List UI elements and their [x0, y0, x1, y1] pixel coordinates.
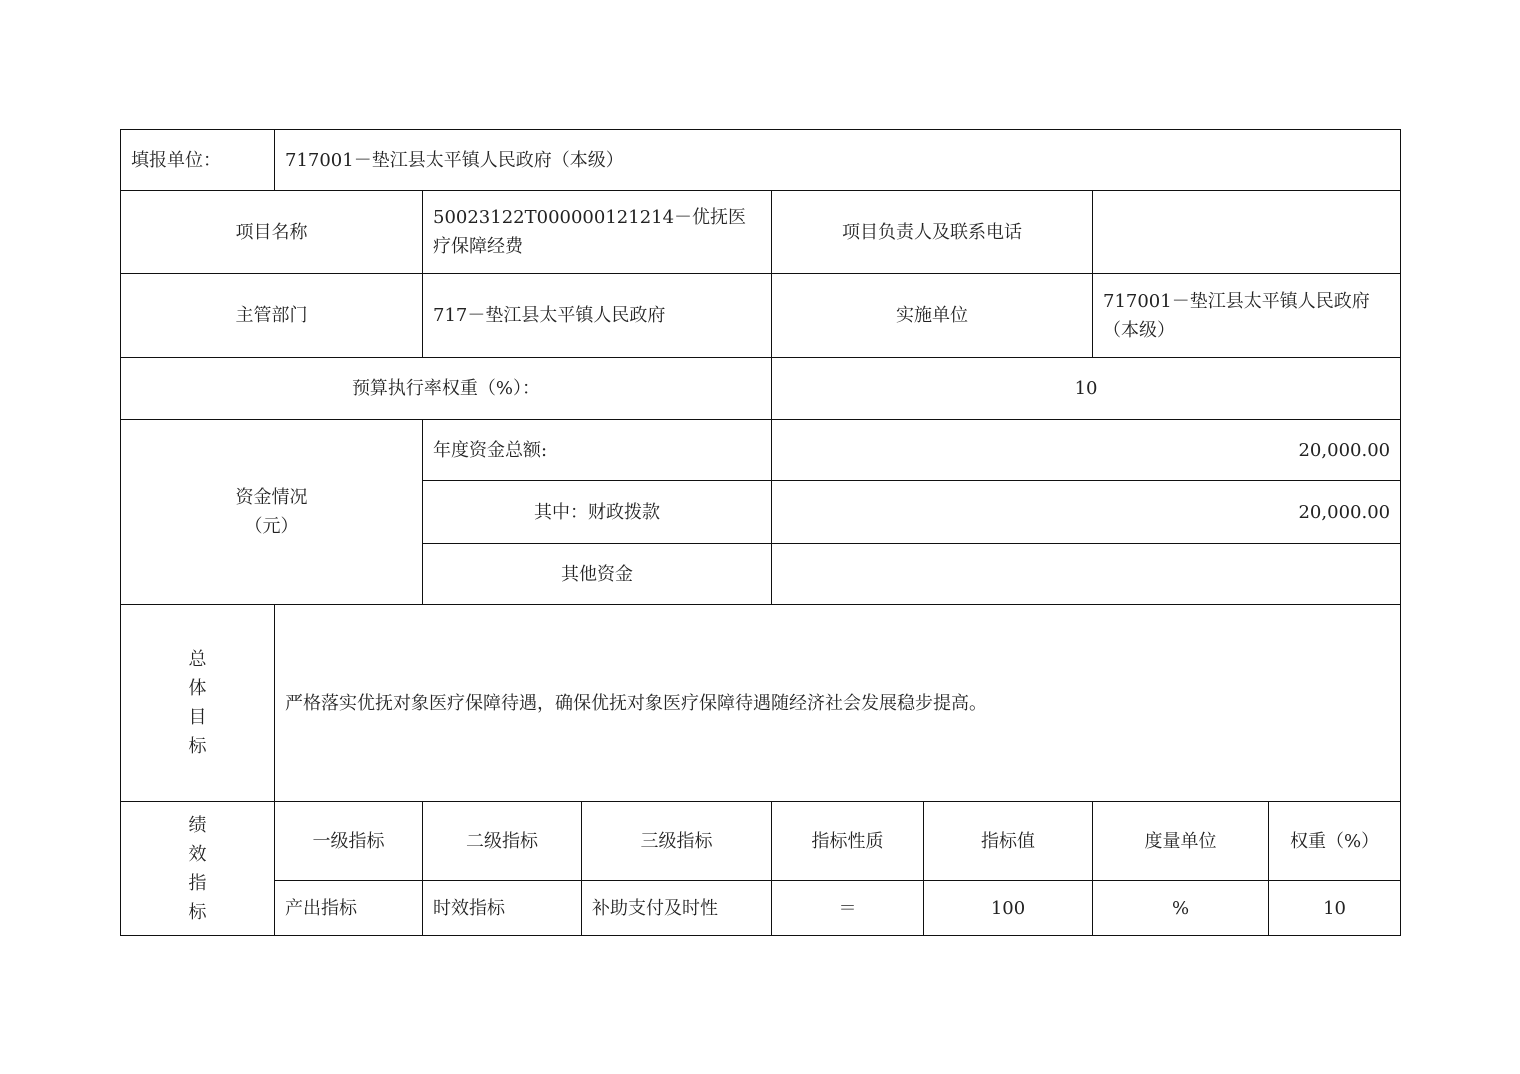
goal-label-char: 标 [188, 736, 207, 757]
cell-level2: 时效指标 [423, 881, 582, 936]
cell-weight: 10 [1269, 881, 1401, 936]
dept-label: 主管部门 [121, 274, 423, 358]
contact-value [1093, 191, 1401, 274]
indicator-header-row [121, 802, 1401, 881]
cell-level3: 补助支付及时性 [582, 881, 772, 936]
goal-label-char: 体 [188, 678, 207, 699]
funds-other-value [772, 544, 1401, 605]
funds-fiscal-label: 其中：财政拨款 [423, 481, 772, 544]
contact-label: 项目负责人及联系电话 [772, 191, 1093, 274]
goal-label-char: 总 [188, 649, 207, 670]
header-nature: 指标性质 [772, 802, 924, 881]
indicators-label [121, 802, 275, 936]
cell-nature: ＝ [772, 881, 924, 936]
funds-total-row [121, 420, 1401, 481]
cell-unit: % [1093, 881, 1269, 936]
budget-weight-value: 10 [772, 358, 1401, 420]
project-name-label: 项目名称 [121, 191, 423, 274]
indicators-label-char: 标 [188, 901, 207, 923]
budget-weight-row [121, 358, 1401, 420]
header-level1: 一级指标 [275, 802, 423, 881]
funds-fiscal-value: 20,000.00 [772, 481, 1401, 544]
cell-value: 100 [924, 881, 1093, 936]
indicators-label-char: 指 [188, 872, 207, 894]
indicators-label-char: 绩 [188, 814, 207, 836]
funds-label-line2: （元） [244, 516, 299, 537]
header-level3: 三级指标 [582, 802, 772, 881]
project-name-value: 50023122T000000121214－优抚医疗保障经费 [423, 191, 772, 274]
goal-text: 严格落实优抚对象医疗保障待遇，确保优抚对象医疗保障待遇随经济社会发展稳步提高。 [275, 605, 1401, 802]
unit-row [121, 130, 1401, 191]
header-level2: 二级指标 [423, 802, 582, 881]
project-name-row [121, 191, 1401, 274]
unit-label: 填报单位： [121, 130, 275, 191]
goal-label [121, 605, 275, 802]
performance-target-table [120, 129, 1401, 936]
indicators-label-char: 效 [188, 843, 207, 865]
cell-level1: 产出指标 [275, 881, 423, 936]
budget-weight-label: 预算执行率权重（%）： [121, 358, 772, 420]
header-unit: 度量单位 [1093, 802, 1269, 881]
funds-other-label: 其他资金 [423, 544, 772, 605]
dept-value: 717－垫江县太平镇人民政府 [423, 274, 772, 358]
header-weight: 权重（%） [1269, 802, 1401, 881]
impl-value: 717001－垫江县太平镇人民政府（本级） [1093, 274, 1401, 358]
funds-label [121, 420, 423, 605]
funds-total-label: 年度资金总额: [423, 420, 772, 481]
table-row [121, 881, 1401, 936]
unit-value: 717001－垫江县太平镇人民政府（本级） [275, 130, 1401, 191]
department-row [121, 274, 1401, 358]
header-value: 指标值 [924, 802, 1093, 881]
goal-label-char: 目 [188, 707, 207, 728]
impl-label: 实施单位 [772, 274, 1093, 358]
funds-label-line1: 资金情况 [235, 487, 308, 508]
goal-row [121, 605, 1401, 802]
funds-total-value: 20,000.00 [772, 420, 1401, 481]
